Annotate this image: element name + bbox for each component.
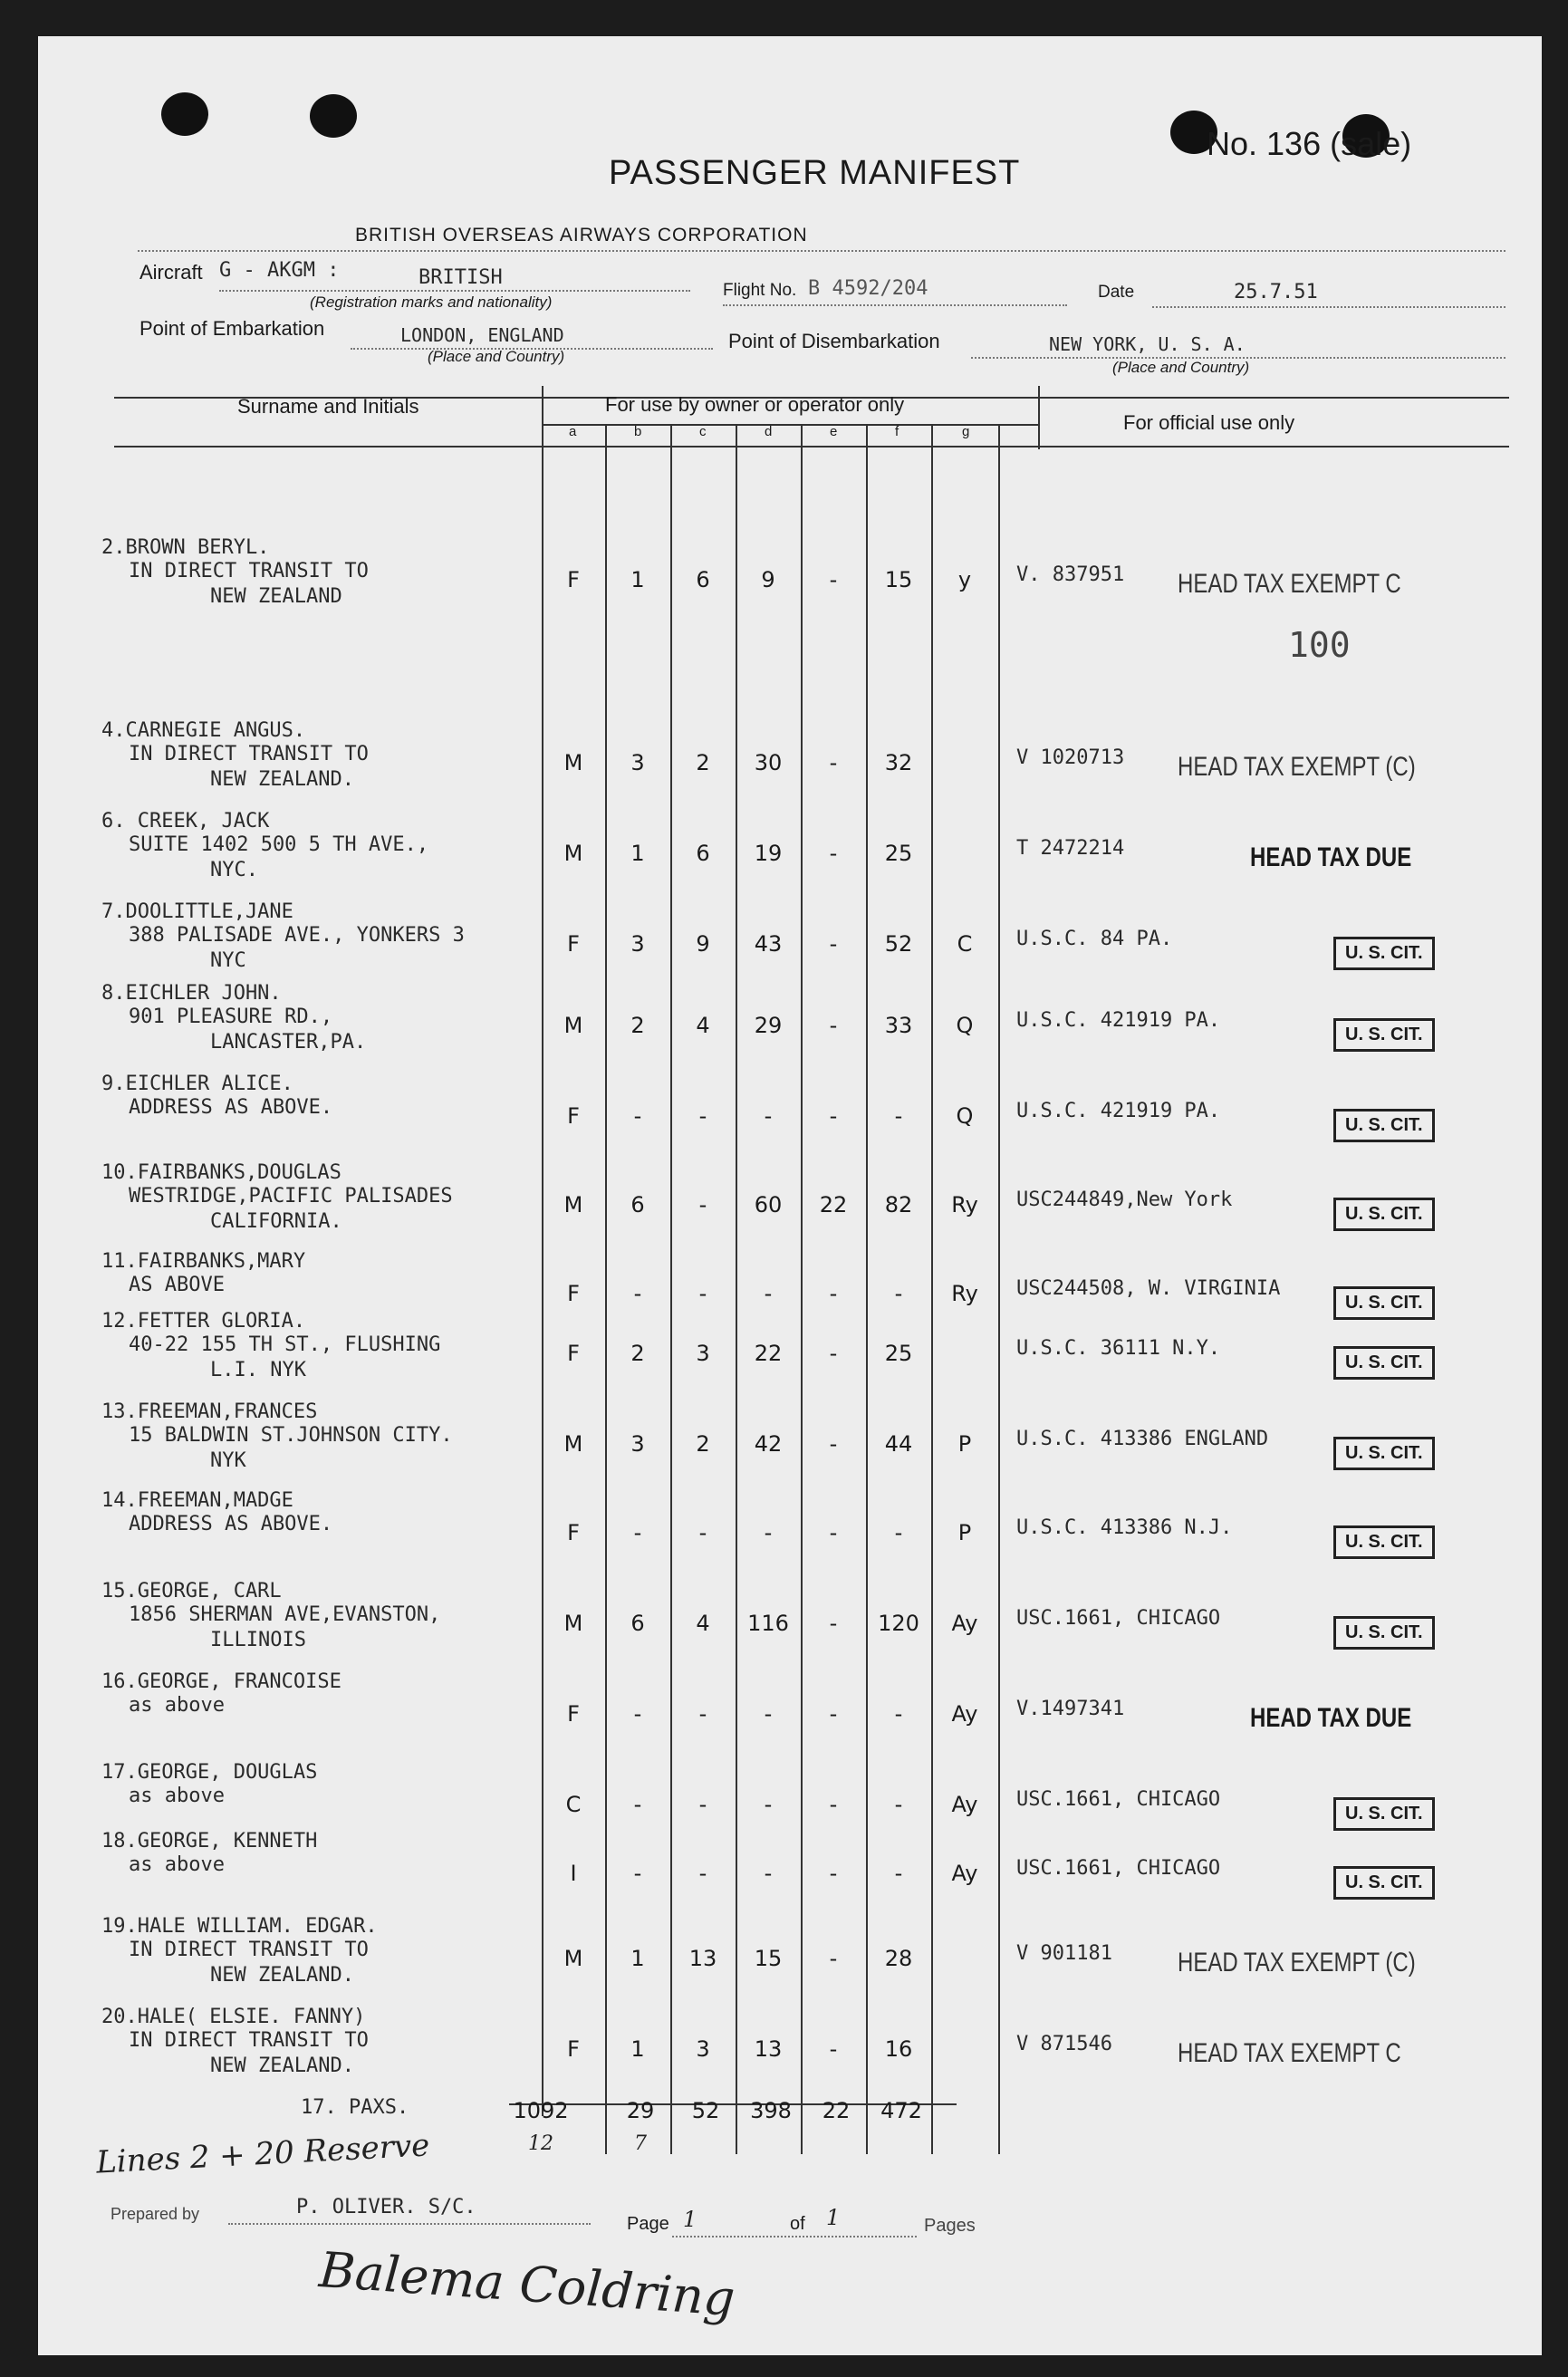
total-b-second: 7 [634,2132,647,2155]
operator-cell-a: F [567,1341,580,1366]
operator-cell-e: 22 [819,1192,848,1217]
passenger-name: 19.HALE WILLIAM. EDGAR. [101,1915,378,1938]
citizen-stamp: U. S. CIT. [1333,1286,1435,1320]
passenger-address-1: IN DIRECT TRANSIT TO [129,743,369,765]
operator-cell-c: - [698,1520,707,1545]
operator-cell-a: F [567,567,580,592]
operator-cell-f: 28 [884,1946,913,1971]
official-number: T 2472214 [1016,837,1125,860]
head-tax-exempt-stamp: HEAD TAX EXEMPT C [1178,569,1401,599]
operator-cell-f: - [894,1861,903,1886]
operator-cell-e: - [829,841,838,866]
operator-cell-c: - [698,1701,707,1727]
col-letter-a: a [569,424,577,439]
operator-cell-e: - [829,1792,838,1817]
operator-cell-b: - [633,1792,642,1817]
operator-cell-c: - [698,1192,707,1217]
table-header-rule [114,446,1509,447]
operator-cell-f: 82 [884,1192,913,1217]
passenger-name: 6. CREEK, JACK [101,810,270,832]
passenger-name: 14.FREEMAN,MADGE [101,1489,293,1512]
passenger-name: 10.FAIRBANKS,DOUGLAS [101,1161,341,1184]
operator-cell-d: 19 [754,841,783,866]
operator-cell-c: - [698,1103,707,1129]
operator-cell-g: Q [956,1013,974,1038]
passenger-address-1: 1856 SHERMAN AVE,EVANSTON, [129,1603,441,1626]
passenger-address-2: NYK [210,1449,246,1472]
passenger-address-1: as above [129,1694,225,1717]
operator-cell-d: 29 [754,1013,783,1038]
page-label: Page [627,2214,669,2234]
operator-cell-d: 42 [754,1431,783,1457]
operator-cell-g: Ay [951,1701,978,1727]
operator-cell-f: - [894,1701,903,1727]
operator-cell-f: 120 [878,1611,919,1636]
punch-hole-left [161,92,208,136]
flight-line [723,304,1067,306]
operator-cell-a: M [563,841,583,866]
passenger-address-1: WESTRIDGE,PACIFIC PALISADES [129,1185,453,1208]
passenger-address-2: CALIFORNIA. [210,1210,342,1233]
operator-cell-c: 6 [696,841,710,866]
page-line [672,2236,917,2237]
operator-cell-c: 2 [696,1431,710,1457]
stamp-note-100: 100 [1288,625,1351,665]
operator-cell-d: - [764,1520,773,1545]
citizen-stamp: U. S. CIT. [1333,1198,1435,1231]
operator-cell-e: - [829,750,838,775]
passenger-name: 20.HALE( ELSIE. FANNY) [101,2006,366,2028]
operator-cell-f: 52 [884,931,913,957]
operator-cell-c: - [698,1281,707,1306]
passenger-address-2: ILLINOIS [210,1629,306,1651]
page-title: PASSENGER MANIFEST [609,154,1021,192]
official-number: USC.1661, CHICAGO [1016,1607,1221,1630]
page-value: 1 [683,2207,697,2232]
operator-cell-f: 25 [884,1341,913,1366]
operator-cell-f: 44 [884,1431,913,1457]
nationality-value: BRITISH [418,266,503,289]
operator-cell-a: F [567,1520,580,1545]
operator-cell-c: - [698,1861,707,1886]
passenger-address-2: NEW ZEALAND. [210,768,354,791]
passenger-address-2: LANCASTER,PA. [210,1031,367,1054]
operator-cell-c: 3 [696,2036,710,2062]
operator-cell-f: 32 [884,750,913,775]
operator-cell-c: 3 [696,1341,710,1366]
passenger-address-1: IN DIRECT TRANSIT TO [129,560,369,582]
operator-cell-f: - [894,1103,903,1129]
embark-value: LONDON, ENGLAND [400,324,564,346]
official-number: USC.1661, CHICAGO [1016,1857,1221,1880]
operator-cell-b: 1 [630,567,645,592]
prepared-label: Prepared by [111,2205,200,2223]
passenger-address-1: AS ABOVE [129,1274,225,1296]
citizen-stamp: U. S. CIT. [1333,1616,1435,1650]
signature: Balema Coldring [317,2241,737,2327]
operator-cell-g: Ry [951,1192,978,1217]
handwritten-note: Lines 2 + 20 Reserve [95,2127,431,2181]
operator-cell-g: Ay [951,1792,978,1817]
passenger-name: 15.GEORGE, CARL [101,1580,282,1602]
official-number: U.S.C. 413386 N.J. [1016,1516,1233,1539]
head-tax-exempt-stamp: HEAD TAX EXEMPT C [1178,2038,1401,2068]
col-letter-b: b [634,424,642,439]
operator-cell-g: y [957,567,972,592]
of-label: of [790,2214,805,2234]
operator-cell-a: C [565,1792,582,1817]
column-rule [542,386,544,2116]
operator-cell-a: F [567,1281,580,1306]
operator-cell-d: - [764,1281,773,1306]
operator-cell-b: - [633,1520,642,1545]
flight-value: B 4592/204 [808,277,928,300]
operator-cell-d: 9 [761,567,775,592]
operator-cell-e: - [829,931,838,957]
doc-number: No. 136 (sale) [1207,125,1412,162]
passenger-address-2: NEW ZEALAND. [210,2055,354,2077]
operator-cell-c: 6 [696,567,710,592]
passenger-name: 12.FETTER GLORIA. [101,1310,306,1333]
aircraft-line [219,290,690,292]
operator-cell-f: 15 [884,567,913,592]
col-letter-g: g [962,424,970,439]
official-number: V 871546 [1016,2033,1112,2055]
operator-cell-b: - [633,1861,642,1886]
operator-cell-b: 3 [630,931,645,957]
official-number: V. 837951 [1016,563,1125,586]
operator-cell-a: M [563,1946,583,1971]
operator-line [138,250,1505,252]
passenger-name: 16.GEORGE, FRANCOISE [101,1670,341,1693]
official-number: V.1497341 [1016,1698,1125,1720]
passenger-address-1: IN DIRECT TRANSIT TO [129,1939,369,1961]
passenger-name: 2.BROWN BERYL. [101,536,270,559]
official-number: USC.1661, CHICAGO [1016,1788,1221,1811]
operator-cell-b: 6 [630,1611,645,1636]
operator-cell-d: 60 [754,1192,783,1217]
operator-cell-c: 4 [696,1013,710,1038]
operator-cell-b: - [633,1701,642,1727]
passenger-address-1: as above [129,1853,225,1876]
operator-cell-d: - [764,1792,773,1817]
citizen-stamp: U. S. CIT. [1333,1018,1435,1052]
total-a: 1092 [513,2098,569,2123]
operator-cell-e: - [829,1431,838,1457]
citizen-stamp: U. S. CIT. [1333,1525,1435,1559]
pages-label: Pages [924,2216,976,2236]
head-tax-due-stamp: HEAD TAX DUE [1250,842,1412,872]
citizen-stamp: U. S. CIT. [1333,937,1435,970]
operator-cell-c: 2 [696,750,710,775]
official-number: U.S.C. 84 PA. [1016,928,1173,950]
operator-cell-a: I [570,1861,577,1886]
passenger-name: 7.DOOLITTLE,JANE [101,900,293,923]
prepared-value: P. OLIVER. S/C. [296,2196,476,2218]
operator-cell-d: - [764,1861,773,1886]
operator-cell-e: - [829,1701,838,1727]
embark-label: Point of Embarkation [139,317,325,340]
aircraft-label: Aircraft [139,261,203,284]
passenger-name: 18.GEORGE, KENNETH [101,1830,318,1853]
operator-cell-b: 2 [630,1013,645,1038]
operator-cell-d: 43 [754,931,783,957]
operator-cell-a: F [567,2036,580,2062]
passenger-address-2: NEW ZEALAND [210,585,342,608]
passenger-name: 8.EICHLER JOHN. [101,982,282,1005]
operator-cell-b: 1 [630,1946,645,1971]
operator-cell-d: 30 [754,750,783,775]
passenger-name: 9.EICHLER ALICE. [101,1073,293,1095]
passenger-address-1: IN DIRECT TRANSIT TO [129,2029,369,2052]
operator-cell-e: - [829,2036,838,2062]
operator-cell-a: M [563,1192,583,1217]
total-a-second: 12 [528,2132,553,2155]
operator-cell-f: 25 [884,841,913,866]
operator-cell-b: 3 [630,750,645,775]
passenger-address-1: 15 BALDWIN ST.JOHNSON CITY. [129,1424,453,1447]
total-b: 29 [626,2098,655,2123]
prepared-line [228,2223,591,2225]
operator-cell-a: M [563,1013,583,1038]
passenger-address-1: 40-22 155 TH ST., FLUSHING [129,1333,441,1356]
passenger-address-1: 901 PLEASURE RD., [129,1006,333,1028]
citizen-stamp: U. S. CIT. [1333,1797,1435,1831]
operator-cell-e: - [829,1341,838,1366]
official-number: V 1020713 [1016,746,1125,769]
col-letter-c: c [699,424,707,439]
operator-cell-a: M [563,750,583,775]
operator-name: BRITISH OVERSEAS AIRWAYS CORPORATION [355,225,808,245]
citizen-stamp: U. S. CIT. [1333,1346,1435,1380]
operator-cell-c: 9 [696,931,710,957]
operator-cell-a: M [563,1611,583,1636]
operator-cell-b: - [633,1103,642,1129]
date-value: 25.7.51 [1234,281,1318,303]
operator-cell-a: F [567,931,580,957]
operator-cell-b: - [633,1281,642,1306]
col-operator-header: For use by owner or operator only [605,393,905,416]
operator-cell-a: F [567,1701,580,1727]
flight-label: Flight No. [723,281,797,300]
passenger-address-1: 388 PALISADE AVE., YONKERS 3 [129,924,465,947]
totals-paxs: 17. PAXS. [301,2096,409,2119]
operator-cell-e: - [829,1611,838,1636]
operator-cell-d: 116 [747,1611,789,1636]
passenger-address-1: ADDRESS AS ABOVE. [129,1513,333,1535]
passenger-name: 11.FAIRBANKS,MARY [101,1250,306,1273]
column-rule [998,424,1000,2154]
registration-note: (Registration marks and nationality) [310,294,553,311]
operator-cell-c: 13 [688,1946,717,1971]
official-number: USC244508, W. VIRGINIA [1016,1277,1281,1300]
passenger-name: 13.FREEMAN,FRANCES [101,1400,318,1423]
operator-cell-b: 1 [630,841,645,866]
official-number: U.S.C. 36111 N.Y. [1016,1337,1221,1360]
operator-cell-g: Ay [951,1861,978,1886]
passenger-address-2: NYC. [210,859,258,881]
operator-cell-f: 16 [884,2036,913,2062]
passenger-address-1: ADDRESS AS ABOVE. [129,1096,333,1119]
citizen-stamp: U. S. CIT. [1333,1866,1435,1900]
operator-cell-f: - [894,1520,903,1545]
col-surname-header: Surname and Initials [237,395,419,418]
operator-cell-d: - [764,1103,773,1129]
col-official-header: For official use only [1123,411,1295,434]
date-label: Date [1098,283,1135,302]
operator-cell-e: - [829,1281,838,1306]
official-number: U.S.C. 413386 ENGLAND [1016,1428,1269,1450]
passenger-address-2: L.I. NYK [210,1359,306,1381]
operator-cell-a: F [567,1103,580,1129]
operator-cell-e: - [829,1946,838,1971]
total-d: 398 [750,2098,792,2123]
operator-cell-g: Ay [951,1611,978,1636]
operator-cell-e: - [829,1861,838,1886]
operator-cell-e: - [829,1103,838,1129]
aircraft-value: G - AKGM : [219,259,340,282]
passenger-address-1: as above [129,1785,225,1807]
manifest-sheet [38,36,1542,2355]
operator-cell-a: M [563,1431,583,1457]
official-number: U.S.C. 421919 PA. [1016,1100,1221,1122]
operator-cell-d: 22 [754,1341,783,1366]
operator-cell-e: - [829,1520,838,1545]
citizen-stamp: U. S. CIT. [1333,1437,1435,1470]
disembark-place-note: (Place and Country) [1112,359,1250,376]
operator-cell-b: 6 [630,1192,645,1217]
date-line [1152,306,1505,308]
operator-cell-d: 13 [754,2036,783,2062]
passenger-name: 4.CARNEGIE ANGUS. [101,719,306,742]
operator-cell-g: P [957,1520,972,1545]
column-rule [1038,386,1040,449]
official-number: V 901181 [1016,1942,1112,1965]
embark-place-note: (Place and Country) [428,348,565,365]
operator-cell-e: - [829,1013,838,1038]
col-letter-e: e [830,424,838,439]
total-e: 22 [822,2098,851,2123]
citizen-stamp: U. S. CIT. [1333,1109,1435,1142]
operator-cell-b: 3 [630,1431,645,1457]
passenger-address-2: NYC [210,949,246,972]
operator-cell-g: Q [956,1103,974,1129]
total-f: 472 [880,2098,922,2123]
operator-cell-f: - [894,1792,903,1817]
operator-cell-g: Ry [951,1281,978,1306]
col-letter-f: f [895,424,899,439]
head-tax-exempt-stamp: HEAD TAX EXEMPT (C) [1178,1948,1416,1978]
operator-cell-f: - [894,1281,903,1306]
passenger-name: 17.GEORGE, DOUGLAS [101,1761,318,1784]
disembark-value: NEW YORK, U. S. A. [1049,333,1246,355]
operator-cell-e: - [829,567,838,592]
head-tax-exempt-stamp: HEAD TAX EXEMPT (C) [1178,752,1416,782]
head-tax-due-stamp: HEAD TAX DUE [1250,1703,1412,1733]
disembark-label: Point of Disembarkation [728,330,940,352]
operator-cell-f: 33 [884,1013,913,1038]
of-value: 1 [826,2205,841,2230]
operator-cell-d: 15 [754,1946,783,1971]
operator-cell-g: P [957,1431,972,1457]
operator-cell-c: 4 [696,1611,710,1636]
passenger-address-2: NEW ZEALAND. [210,1964,354,1987]
official-number: USC244849,New York [1016,1188,1233,1211]
col-letter-d: d [765,424,773,439]
total-c: 52 [691,2098,720,2123]
operator-cell-g: C [957,931,973,957]
operator-cell-b: 2 [630,1341,645,1366]
operator-cell-b: 1 [630,2036,645,2062]
official-number: U.S.C. 421919 PA. [1016,1009,1221,1032]
operator-cell-c: - [698,1792,707,1817]
punch-hole-center [310,94,357,138]
passenger-address-1: SUITE 1402 500 5 TH AVE., [129,833,429,856]
operator-cell-d: - [764,1701,773,1727]
